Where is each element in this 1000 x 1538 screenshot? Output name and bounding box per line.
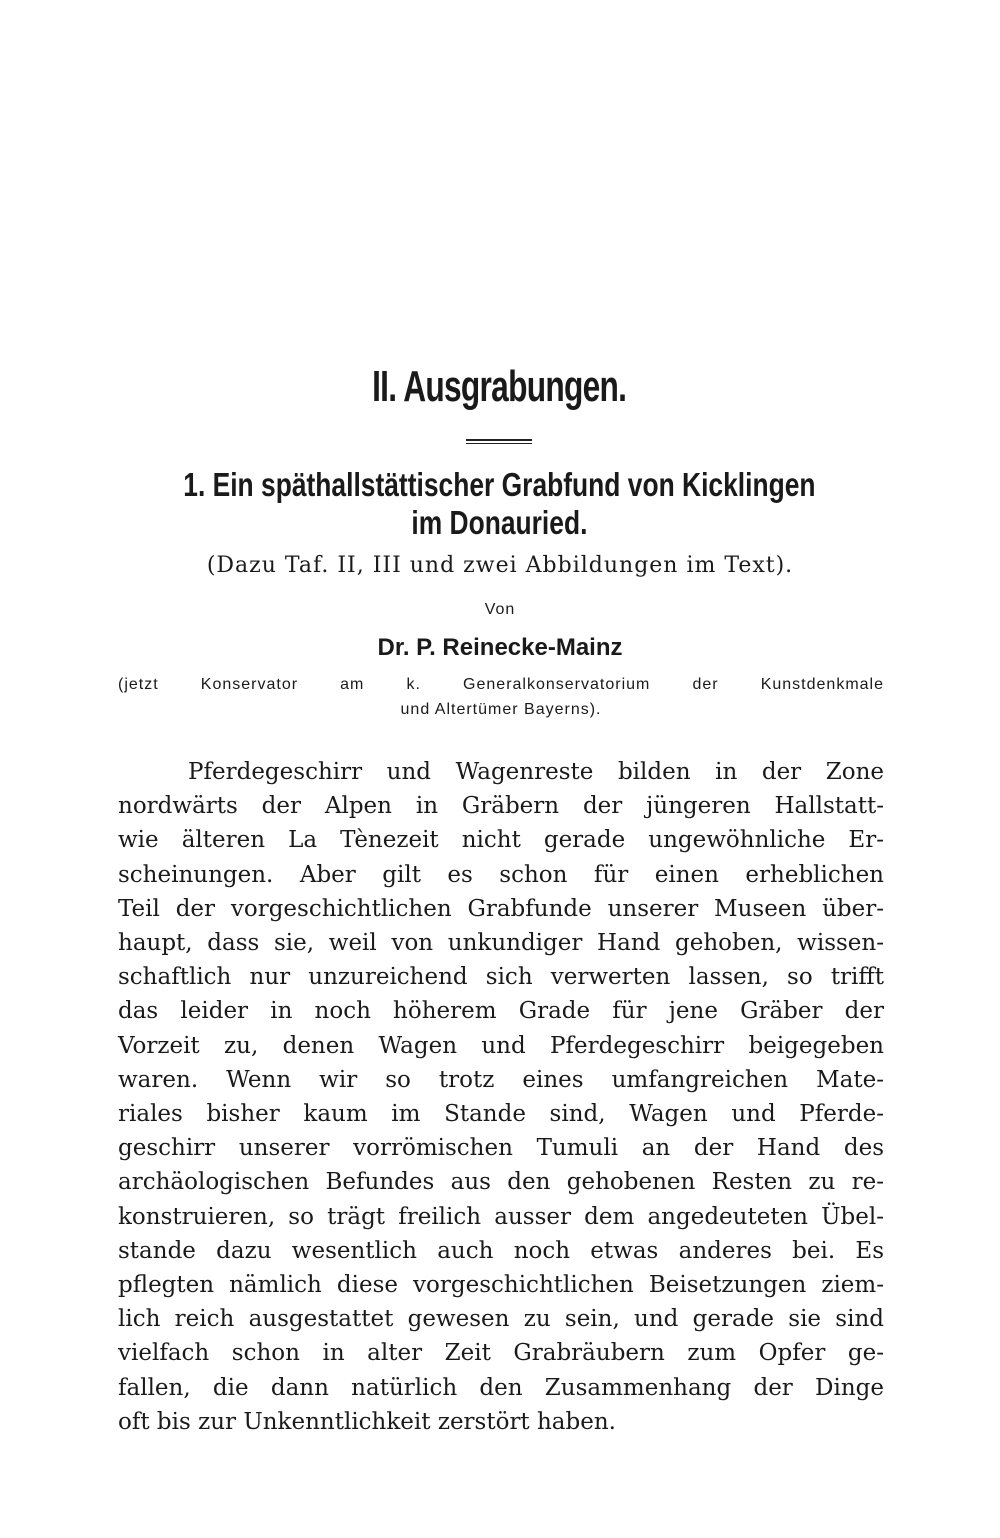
section-title: II. Ausgrabungen. [372,362,627,411]
body-line: geschirr unserer vorrömischen Tumuli an der Hand des [118,1135,884,1162]
body-line: stande dazu wesentlich auch noch etwas anderes bei. Es [118,1237,884,1264]
body-line: riales bisher kaum im Stande sind, Wagen und Pferde- [118,1101,884,1128]
body-line: wie älteren La Tènezeit nicht gerade ungewöhnliche Er- [118,827,884,854]
body-line: lich reich ausgestattet gewesen zu sein, und gerade sie sind [118,1306,884,1333]
affiliation-line-text: (jetzt Konservator am k. Generalkonservatorium der Kunstdenkmale [118,676,884,693]
affiliation-line [118,672,884,697]
author-name: Dr. P. Reinecke-Mainz [377,634,623,661]
body-line: oft bis zur Unkenntlichkeit zerstört haben. [118,1408,616,1435]
byline-von: Von [484,601,516,618]
body-line: Teil der vorgeschichtlichen Grabfunde unserer Museen über- [118,895,884,922]
body-line: Vorzeit zu, denen Wagen und Pferdegeschirr beigegeben [118,1032,884,1059]
body-line: das leider in noch höherem Grade für jene Gräber der [118,998,884,1025]
article-subtitle: (Dazu Taf. II, III und zwei Abbildungen im Text). [206,553,794,578]
body-paragraph [118,755,884,1439]
body-line: nordwärts der Alpen in Gräbern der jüngeren Hallstatt- [118,793,884,820]
body-line: konstruieren, so trägt freilich ausser dem angedeuteten Übel- [118,1203,884,1230]
title-divider-rule [466,439,532,444]
body-line: haupt, dass sie, weil von unkundiger Hand gehoben, wissen- [118,930,884,957]
body-line: archäologischen Befundes aus den gehobenen Resten zu re- [118,1169,884,1196]
article-title [99,466,899,542]
body-line: Pferdegeschirr und Wagenreste bilden in der Zone [188,759,884,785]
article-title-line: im Donauried. [411,504,588,541]
body-line: vielfach schon in alter Zeit Grabräubern zum Opfer ge- [118,1340,884,1367]
body-line: schaftlich nur unzureichend sich verwerten lassen, so trifft [118,964,884,991]
affiliation-line: und Altertümer Bayerns). [400,701,602,718]
article-title-line: 1. Ein späthallstättischer Grabfund von Kicklingen [183,466,816,503]
body-line: waren. Wenn wir so trotz eines umfangreichen Mate- [118,1066,884,1093]
body-line: pflegten nämlich diese vorgeschichtlichen Beisetzungen ziem- [118,1272,884,1299]
author-affiliation [118,672,884,722]
body-line: fallen, die dann natürlich den Zusammenhang der Dinge [118,1374,884,1401]
body-line: scheinungen. Aber gilt es schon für einen erheblichen [118,861,884,888]
